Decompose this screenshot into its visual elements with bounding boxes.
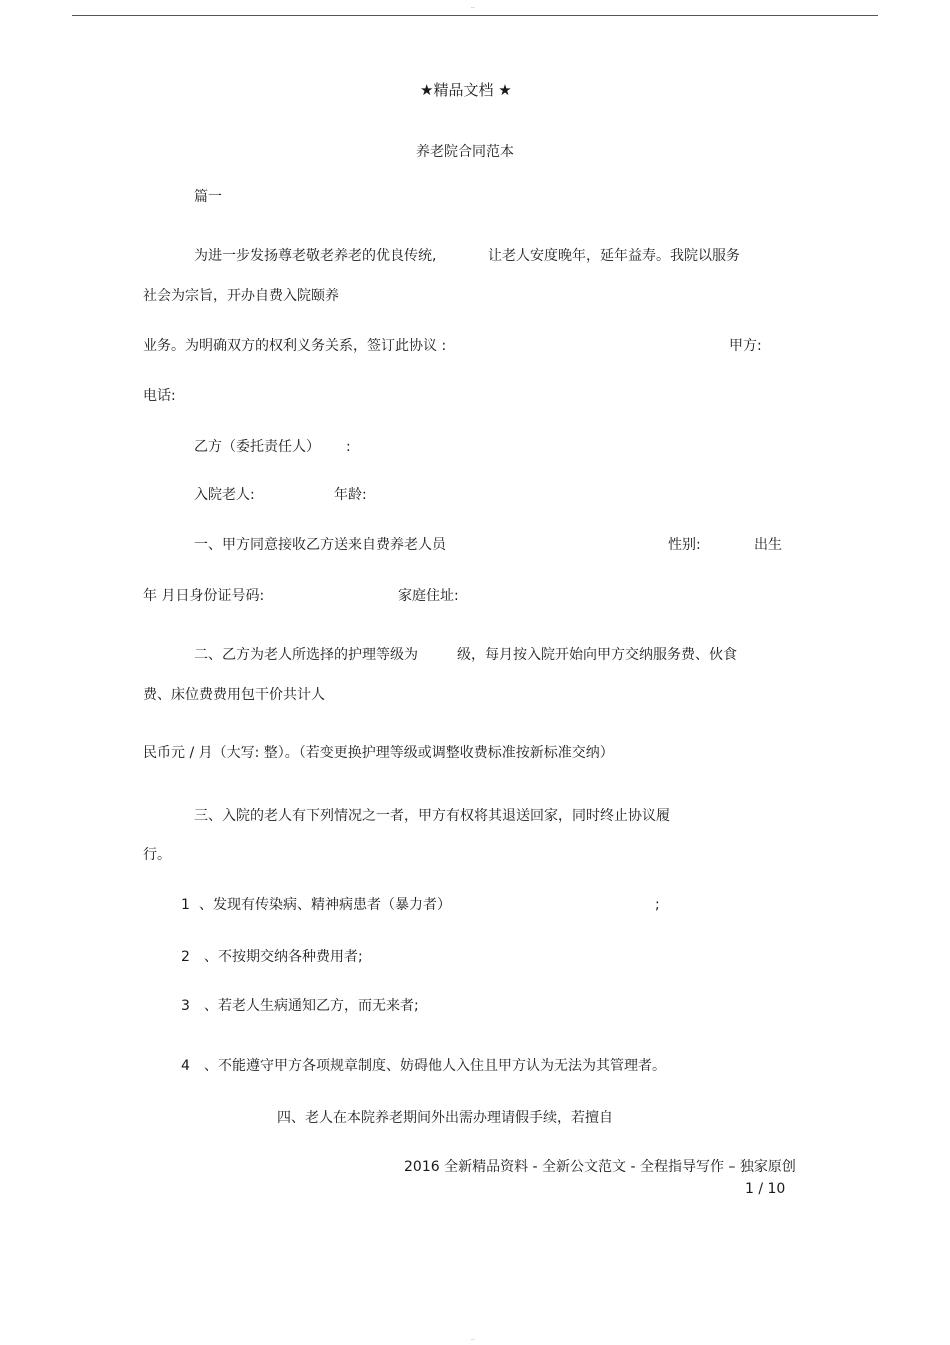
clause-2a: 二、乙方为老人所选择的护理等级为	[194, 647, 418, 663]
item-1-number: 1	[181, 897, 190, 913]
item-3-text: 、若老人生病通知乙方，而无来者;	[204, 998, 419, 1014]
intro-line-1b: 让老人安度晚年，延年益寿。我院以服务	[488, 248, 740, 264]
party-a-label: 甲方:	[729, 338, 762, 354]
header-rule	[72, 15, 878, 16]
clause-2d: 民币元 / 月（大写: 整）。（若变更换护理等级或调整收费标准按新标准交纳）	[143, 745, 614, 761]
address-label: 家庭住址:	[398, 588, 459, 604]
item-2-text: 、不按期交纳各种费用者;	[204, 949, 363, 965]
party-b-colon: :	[346, 439, 351, 455]
clause-1: 一、甲方同意接收乙方送来自费养老人员	[194, 537, 446, 553]
item-1-end: ;	[655, 897, 660, 913]
item-4-text: 、不能遵守甲方各项规章制度、妨碍他人入住且甲方认为无法为其管理者。	[204, 1058, 666, 1074]
birth-label: 出生	[754, 537, 782, 553]
top-mark: ..	[471, 3, 475, 10]
intro-line-1a: 为进一步发扬尊老敬老养老的优良传统,	[194, 248, 437, 264]
clause-4: 四、老人在本院养老期间外出需办理请假手续，若擅自	[277, 1110, 613, 1126]
phone-label: 电话:	[143, 388, 176, 404]
bottom-mark: ..	[471, 1335, 475, 1342]
item-3-number: 3	[181, 998, 190, 1014]
clause-2c: 费、床位费费用包干价共计人	[143, 687, 325, 703]
footer-text: 2016 全新精品资料 - 全新公文范文 - 全程指导写作 – 独家原创	[404, 1159, 796, 1175]
item-4-number: 4	[181, 1058, 190, 1074]
clause-2b: 级，每月按入院开始向甲方交纳服务费、伙食	[457, 647, 737, 663]
document-title: 养老院合同范本	[416, 144, 514, 160]
item-1-text: 、发现有传染病、精神病患者（暴力者）	[199, 897, 451, 913]
page-header: ★精品文档 ★	[420, 81, 512, 99]
intro-line-2: 社会为宗旨，开办自费入院颐养	[143, 288, 339, 304]
clause-3b: 行。	[143, 847, 171, 863]
item-2-number: 2	[181, 949, 190, 965]
id-number-line: 年 月日身份证号码:	[143, 588, 265, 604]
party-b-label: 乙方（委托责任人）	[194, 439, 320, 455]
age-label: 年龄:	[334, 487, 367, 503]
intro-line-3: 业务。为明确双方的权利义务关系，签订此协议 :	[143, 338, 447, 354]
gender-label: 性别:	[668, 537, 701, 553]
page-number: 1 / 10	[745, 1181, 786, 1197]
elder-label: 入院老人:	[194, 487, 255, 503]
clause-3a: 三、入院的老人有下列情况之一者，甲方有权将其退送回家，同时终止协议履	[194, 808, 670, 824]
section-label: 篇一	[194, 189, 222, 205]
